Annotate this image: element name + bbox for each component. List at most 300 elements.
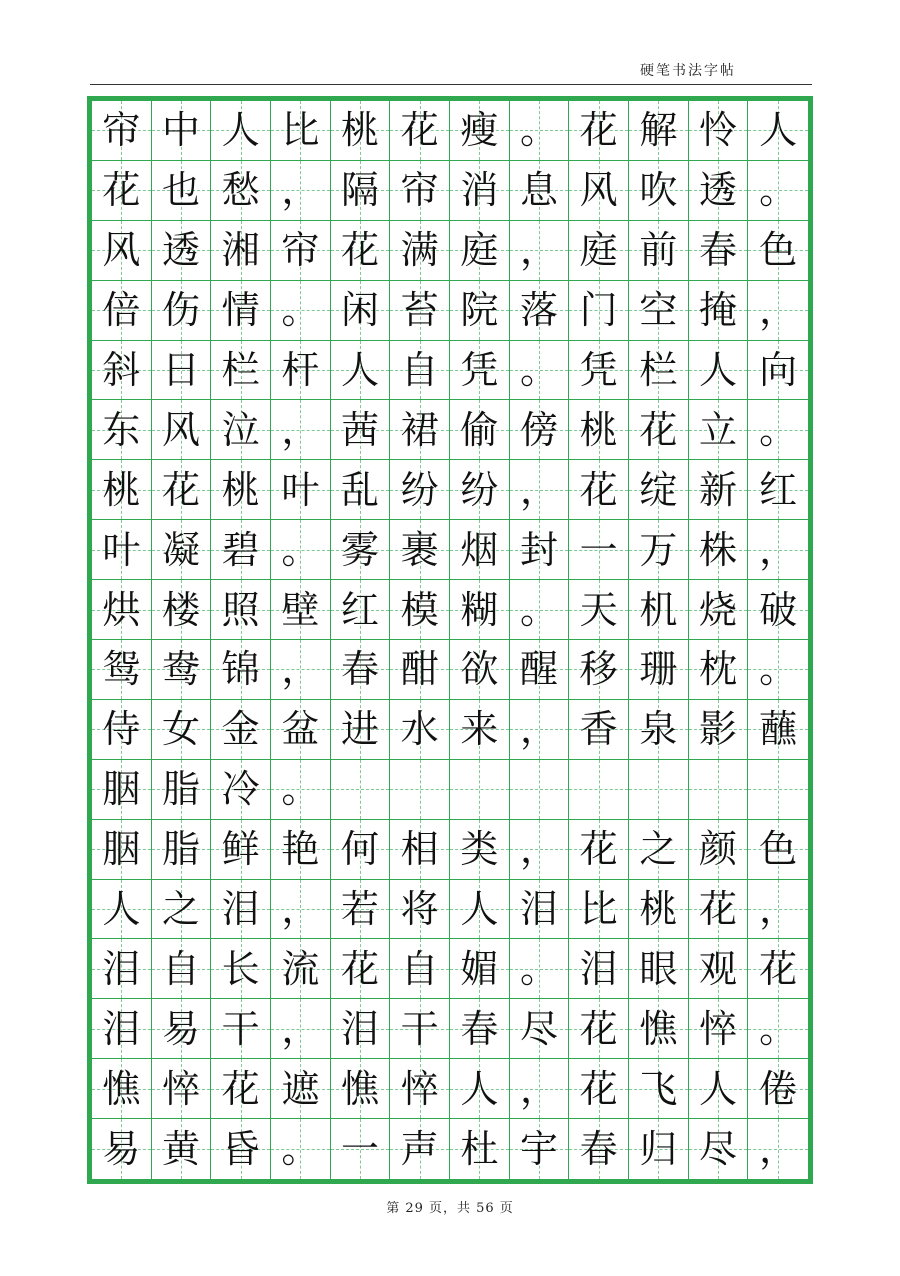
grid-cell xyxy=(390,999,450,1058)
grid-cell xyxy=(450,939,510,998)
grid-cell xyxy=(510,1119,570,1179)
character: 向 xyxy=(759,347,798,392)
character: 前 xyxy=(639,228,678,273)
character: 偷 xyxy=(460,407,499,452)
grid-cell xyxy=(748,520,808,579)
grid-cell xyxy=(629,341,689,400)
character: ， xyxy=(519,467,558,512)
character: 机 xyxy=(639,587,678,632)
character: ， xyxy=(519,1066,558,1111)
grid-cell xyxy=(629,520,689,579)
character: 栏 xyxy=(639,347,678,392)
grid-cell xyxy=(152,1119,212,1179)
grid-cell xyxy=(390,221,450,280)
grid-cell xyxy=(569,1119,629,1179)
grid-cell xyxy=(331,221,391,280)
grid-cell xyxy=(92,939,152,998)
grid-cell xyxy=(510,580,570,639)
grid-cell xyxy=(510,939,570,998)
character: ， xyxy=(759,1127,798,1172)
character: 花 xyxy=(400,108,439,153)
grid-row xyxy=(92,580,808,640)
character: 新 xyxy=(698,467,737,512)
grid-cell xyxy=(331,880,391,939)
character: 花 xyxy=(161,467,200,512)
character: 伤 xyxy=(161,288,200,333)
grid-cell xyxy=(271,1119,331,1179)
character: 色 xyxy=(759,827,798,872)
grid-cell xyxy=(569,281,629,340)
grid-cell xyxy=(510,999,570,1058)
character: ， xyxy=(281,886,320,931)
grid-cell xyxy=(689,400,749,459)
character: 。 xyxy=(519,347,558,392)
grid-cell xyxy=(689,880,749,939)
character: 裙 xyxy=(400,407,439,452)
character: 空 xyxy=(639,288,678,333)
grid-cell xyxy=(629,221,689,280)
grid-cell xyxy=(569,1059,629,1118)
grid-cell xyxy=(331,1059,391,1118)
grid-cell xyxy=(748,700,808,759)
character: 欲 xyxy=(460,647,499,692)
grid-cell xyxy=(152,880,212,939)
character: 一 xyxy=(579,527,618,572)
grid-cell xyxy=(211,221,271,280)
grid-cell xyxy=(390,281,450,340)
grid-cell xyxy=(629,760,689,819)
grid-cell xyxy=(510,101,570,160)
grid-cell xyxy=(569,580,629,639)
grid-cell xyxy=(450,640,510,699)
character: 泪 xyxy=(519,886,558,931)
character: 憔 xyxy=(639,1006,678,1051)
character: 。 xyxy=(759,1006,798,1051)
character: 裹 xyxy=(400,527,439,572)
grid-cell xyxy=(211,880,271,939)
character: 黄 xyxy=(161,1127,200,1172)
grid-cell xyxy=(271,1059,331,1118)
grid-cell xyxy=(271,161,331,220)
character: 干 xyxy=(400,1006,439,1051)
grid-cell xyxy=(92,760,152,819)
character: 桃 xyxy=(102,467,141,512)
character: 类 xyxy=(460,827,499,872)
grid-cell xyxy=(211,999,271,1058)
grid-cell xyxy=(211,460,271,519)
character: 。 xyxy=(759,647,798,692)
grid-cell xyxy=(211,341,271,400)
character: 傍 xyxy=(519,407,558,452)
character: 隔 xyxy=(340,168,379,213)
grid-cell xyxy=(92,520,152,579)
grid-cell xyxy=(748,460,808,519)
character: 斜 xyxy=(102,347,141,392)
character: 息 xyxy=(519,168,558,213)
character: 人 xyxy=(460,886,499,931)
grid-cell xyxy=(211,640,271,699)
grid-cell xyxy=(629,101,689,160)
grid-cell xyxy=(569,221,629,280)
character: 人 xyxy=(698,1066,737,1111)
grid-cell xyxy=(271,400,331,459)
grid-cell xyxy=(689,1059,749,1118)
grid-cell xyxy=(510,640,570,699)
grid-cell xyxy=(92,400,152,459)
character: 人 xyxy=(221,108,260,153)
grid-cell xyxy=(510,400,570,459)
character: 纷 xyxy=(460,467,499,512)
character: 憔 xyxy=(340,1066,379,1111)
grid-cell xyxy=(748,580,808,639)
grid-cell xyxy=(450,999,510,1058)
grid-cell xyxy=(211,820,271,879)
grid-cell xyxy=(92,700,152,759)
character: 若 xyxy=(340,886,379,931)
grid-row xyxy=(92,221,808,281)
character: 一 xyxy=(340,1127,379,1172)
grid-cell xyxy=(510,820,570,879)
grid-cell xyxy=(271,281,331,340)
grid-cell xyxy=(450,281,510,340)
header-rule xyxy=(90,84,812,85)
grid-cell xyxy=(748,820,808,879)
grid-cell xyxy=(152,700,212,759)
grid-cell xyxy=(748,999,808,1058)
character: 立 xyxy=(698,407,737,452)
character: 雾 xyxy=(340,527,379,572)
grid-cell xyxy=(211,700,271,759)
grid-cell xyxy=(629,820,689,879)
character: 胭 xyxy=(102,767,141,812)
character: 酣 xyxy=(400,647,439,692)
grid-cell xyxy=(211,520,271,579)
character: 影 xyxy=(698,707,737,752)
grid-cell xyxy=(331,460,391,519)
character: 门 xyxy=(579,288,618,333)
grid-cell xyxy=(450,460,510,519)
grid-cell xyxy=(390,939,450,998)
grid-cell xyxy=(92,999,152,1058)
character: 进 xyxy=(340,707,379,752)
character: ， xyxy=(759,288,798,333)
character: 泪 xyxy=(102,946,141,991)
character: 消 xyxy=(460,168,499,213)
grid-cell xyxy=(748,760,808,819)
grid-cell xyxy=(92,820,152,879)
grid-cell xyxy=(92,221,152,280)
character: 也 xyxy=(161,168,200,213)
grid-cell xyxy=(569,939,629,998)
grid-cell xyxy=(152,1059,212,1118)
character: 花 xyxy=(102,168,141,213)
character: 泪 xyxy=(340,1006,379,1051)
character: 比 xyxy=(579,886,618,931)
character: 满 xyxy=(400,228,439,273)
character: 飞 xyxy=(639,1066,678,1111)
grid-cell xyxy=(510,760,570,819)
character: 花 xyxy=(698,886,737,931)
grid-cell xyxy=(152,161,212,220)
grid-cell xyxy=(390,700,450,759)
character: 桃 xyxy=(579,407,618,452)
character: 花 xyxy=(579,1066,618,1111)
grid-row xyxy=(92,939,808,999)
character: 花 xyxy=(579,1006,618,1051)
character: 昏 xyxy=(221,1127,260,1172)
character: 凭 xyxy=(460,347,499,392)
grid-cell xyxy=(390,1119,450,1179)
grid-cell xyxy=(450,700,510,759)
grid-cell xyxy=(211,161,271,220)
grid-cell xyxy=(569,820,629,879)
character: 茜 xyxy=(340,407,379,452)
grid-cell xyxy=(211,1059,271,1118)
character: 愁 xyxy=(221,168,260,213)
grid-cell xyxy=(92,460,152,519)
character: 泣 xyxy=(221,407,260,452)
grid-cell xyxy=(569,999,629,1058)
header-title: 硬笔书法字帖 xyxy=(640,63,736,79)
character: 壁 xyxy=(281,587,320,632)
grid-cell xyxy=(271,700,331,759)
grid-cell xyxy=(152,520,212,579)
character: ， xyxy=(759,527,798,572)
character: 。 xyxy=(281,1127,320,1172)
grid-row xyxy=(92,820,808,880)
grid-cell xyxy=(510,281,570,340)
grid-cell xyxy=(271,341,331,400)
character: 之 xyxy=(639,827,678,872)
character: 人 xyxy=(340,347,379,392)
grid-cell xyxy=(92,341,152,400)
grid-cell xyxy=(92,1059,152,1118)
character: 凭 xyxy=(579,347,618,392)
grid-cell xyxy=(629,999,689,1058)
grid-cell xyxy=(390,1059,450,1118)
character: 花 xyxy=(759,946,798,991)
character: 色 xyxy=(759,228,798,273)
character: 脂 xyxy=(161,827,200,872)
grid-row xyxy=(92,281,808,341)
character: 帘 xyxy=(400,168,439,213)
grid-cell xyxy=(450,101,510,160)
character: 闲 xyxy=(340,288,379,333)
grid-cell xyxy=(211,939,271,998)
grid-cell xyxy=(92,640,152,699)
grid-cell xyxy=(271,101,331,160)
grid-cell xyxy=(689,939,749,998)
grid-cell xyxy=(569,341,629,400)
grid-cell xyxy=(331,341,391,400)
character: 泪 xyxy=(221,886,260,931)
grid-cell xyxy=(569,520,629,579)
grid-cell xyxy=(331,161,391,220)
grid-cell xyxy=(450,400,510,459)
grid-cell xyxy=(689,221,749,280)
character: 天 xyxy=(579,587,618,632)
character: 瘦 xyxy=(460,108,499,153)
character: 蘸 xyxy=(759,707,798,752)
grid-cell xyxy=(92,101,152,160)
grid-cell xyxy=(748,939,808,998)
character: 艳 xyxy=(281,827,320,872)
character: 相 xyxy=(400,827,439,872)
character: 倍 xyxy=(102,288,141,333)
grid-cell xyxy=(390,161,450,220)
character: 花 xyxy=(340,228,379,273)
character: 春 xyxy=(340,647,379,692)
grid-cell xyxy=(331,999,391,1058)
grid-cell xyxy=(331,400,391,459)
grid-cell xyxy=(629,1119,689,1179)
character: 眼 xyxy=(639,946,678,991)
grid-cell xyxy=(152,939,212,998)
character: 。 xyxy=(519,587,558,632)
grid-cell xyxy=(748,880,808,939)
character: 锦 xyxy=(221,647,260,692)
character: 庭 xyxy=(579,228,618,273)
character: 人 xyxy=(698,347,737,392)
grid-cell xyxy=(748,1119,808,1179)
character: 易 xyxy=(102,1127,141,1172)
grid-cell xyxy=(689,520,749,579)
grid-cell xyxy=(629,400,689,459)
grid-cell xyxy=(271,939,331,998)
character: 桃 xyxy=(340,108,379,153)
grid-cell xyxy=(331,820,391,879)
grid-cell xyxy=(629,161,689,220)
grid-cell xyxy=(331,101,391,160)
grid-cell xyxy=(748,341,808,400)
grid-row xyxy=(92,1059,808,1119)
character: 日 xyxy=(161,347,200,392)
character: 烟 xyxy=(460,527,499,572)
character: 盆 xyxy=(281,707,320,752)
grid-cell xyxy=(510,520,570,579)
character: 悴 xyxy=(400,1066,439,1111)
character: 照 xyxy=(221,587,260,632)
character: 侍 xyxy=(102,707,141,752)
grid-cell xyxy=(450,161,510,220)
grid-cell xyxy=(92,880,152,939)
grid-row xyxy=(92,400,808,460)
grid-cell xyxy=(629,939,689,998)
character: 风 xyxy=(161,407,200,452)
character: 冷 xyxy=(221,767,260,812)
character: 栏 xyxy=(221,347,260,392)
grid-cell xyxy=(92,161,152,220)
character: 将 xyxy=(400,886,439,931)
grid-cell xyxy=(450,1059,510,1118)
grid-cell xyxy=(510,1059,570,1118)
character: 。 xyxy=(519,108,558,153)
grid-cell xyxy=(331,700,391,759)
grid-row xyxy=(92,341,808,401)
character: 泪 xyxy=(102,1006,141,1051)
grid-cell xyxy=(271,820,331,879)
grid-cell xyxy=(629,580,689,639)
grid-cell xyxy=(390,640,450,699)
character: 红 xyxy=(340,587,379,632)
grid-cell xyxy=(271,221,331,280)
character: 中 xyxy=(161,108,200,153)
grid-cell xyxy=(271,580,331,639)
character: ， xyxy=(759,886,798,931)
grid-cell xyxy=(510,700,570,759)
grid-cell xyxy=(689,760,749,819)
grid-cell xyxy=(152,341,212,400)
character: 女 xyxy=(161,707,200,752)
character: 帘 xyxy=(102,108,141,153)
grid-cell xyxy=(211,1119,271,1179)
character: 遮 xyxy=(281,1066,320,1111)
grid-cell xyxy=(211,400,271,459)
grid-cell xyxy=(629,700,689,759)
character: 封 xyxy=(519,527,558,572)
grid-cell xyxy=(152,101,212,160)
grid-row xyxy=(92,161,808,221)
grid-cell xyxy=(211,281,271,340)
grid-cell xyxy=(211,760,271,819)
grid-cell xyxy=(390,520,450,579)
grid-cell xyxy=(271,640,331,699)
grid-cell xyxy=(271,999,331,1058)
grid-cell xyxy=(152,460,212,519)
character: 人 xyxy=(759,108,798,153)
grid-cell xyxy=(689,101,749,160)
character: 自 xyxy=(400,347,439,392)
character: 帘 xyxy=(281,228,320,273)
character: 情 xyxy=(221,288,260,333)
grid-cell xyxy=(689,161,749,220)
character: 倦 xyxy=(759,1066,798,1111)
grid-cell xyxy=(629,880,689,939)
grid-row xyxy=(92,640,808,700)
character: 宇 xyxy=(519,1127,558,1172)
character: 苔 xyxy=(400,288,439,333)
grid-cell xyxy=(689,281,749,340)
grid-cell xyxy=(92,281,152,340)
grid-cell xyxy=(569,400,629,459)
grid-cell xyxy=(390,400,450,459)
character: ， xyxy=(519,228,558,273)
grid-cell xyxy=(510,341,570,400)
grid-cell xyxy=(450,520,510,579)
grid-cell xyxy=(450,580,510,639)
character: 归 xyxy=(639,1127,678,1172)
character: 花 xyxy=(639,407,678,452)
character: 乱 xyxy=(340,467,379,512)
grid-cell xyxy=(748,1059,808,1118)
character: 颜 xyxy=(698,827,737,872)
character: 掩 xyxy=(698,288,737,333)
character: 。 xyxy=(281,288,320,333)
grid-cell xyxy=(152,580,212,639)
character: ， xyxy=(281,168,320,213)
grid-cell xyxy=(689,700,749,759)
page-number: 第 29 页，共 56 页 xyxy=(386,1201,514,1216)
grid-cell xyxy=(569,760,629,819)
grid-cell xyxy=(211,580,271,639)
grid-cell xyxy=(510,161,570,220)
character: 风 xyxy=(579,168,618,213)
character: 春 xyxy=(698,228,737,273)
character: 胭 xyxy=(102,827,141,872)
character: 人 xyxy=(102,886,141,931)
character: 风 xyxy=(102,228,141,273)
character: 香 xyxy=(579,707,618,752)
